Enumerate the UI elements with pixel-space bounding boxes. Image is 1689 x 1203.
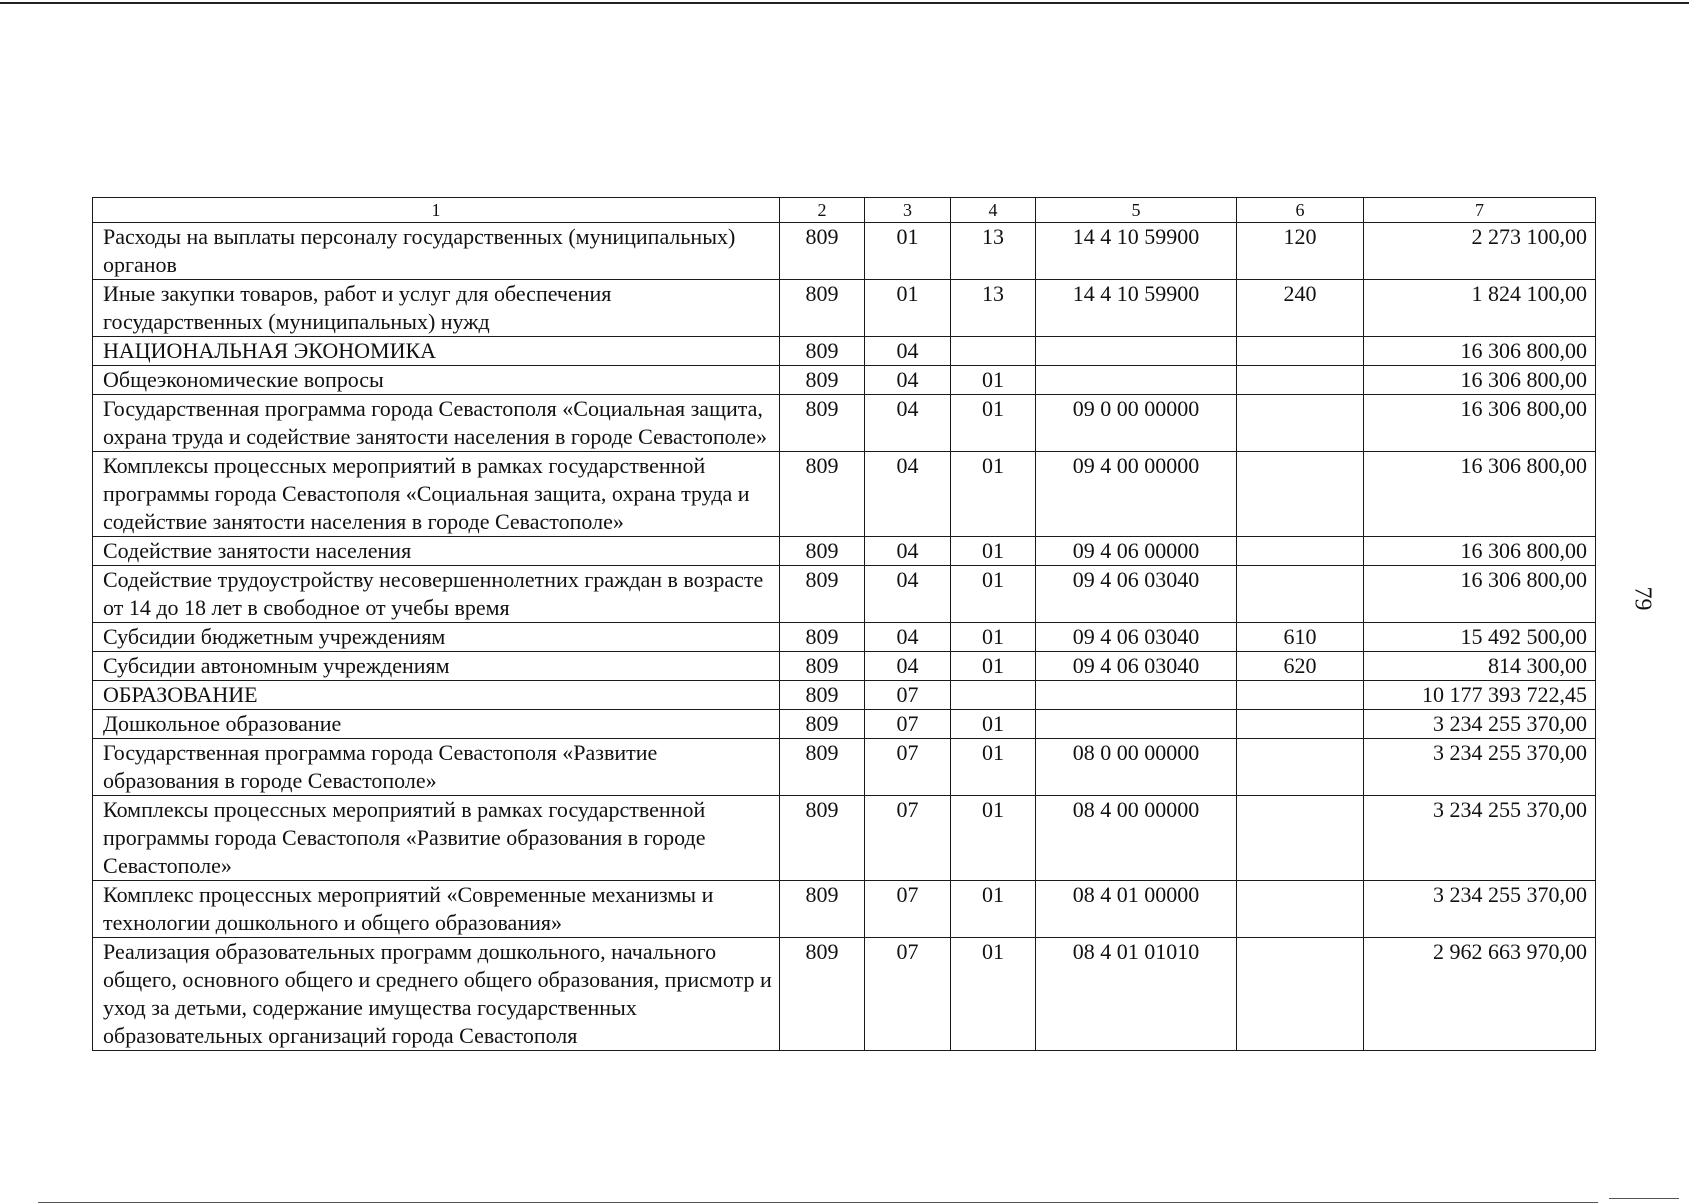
row-name-cell: Общеэкономические вопросы (93, 366, 780, 395)
row-target-article-cell (1036, 337, 1237, 366)
row-subsection-cell: 13 (951, 223, 1036, 280)
row-expense-type-cell: 620 (1237, 652, 1364, 681)
row-name-cell: ОБРАЗОВАНИЕ (93, 681, 780, 710)
row-target-article-cell (1036, 710, 1237, 739)
row-expense-type-cell (1237, 710, 1364, 739)
row-subsection-cell: 01 (951, 739, 1036, 796)
row-ved-cell: 809 (780, 796, 865, 881)
header-cell-5: 5 (1036, 198, 1237, 223)
row-expense-type-cell (1237, 881, 1364, 938)
row-name-cell: Содействие занятости населения (93, 537, 780, 566)
row-target-article-cell: 09 4 06 03040 (1036, 652, 1237, 681)
row-ved-cell: 809 (780, 652, 865, 681)
row-section-cell: 07 (865, 796, 951, 881)
row-ved-cell: 809 (780, 623, 865, 652)
table-row (93, 710, 1596, 739)
table-row (93, 366, 1596, 395)
row-section-cell: 07 (865, 739, 951, 796)
row-ved-cell: 809 (780, 395, 865, 452)
row-section-cell: 04 (865, 337, 951, 366)
row-expense-type-cell (1237, 938, 1364, 1051)
row-name-cell: Комплексы процессных мероприятий в рамках государственной программы города Севастополя «Социальная защита, охрана труда и содействие занятости населения в городе Севастополе» (93, 452, 780, 537)
row-name-cell: НАЦИОНАЛЬНАЯ ЭКОНОМИКА (93, 337, 780, 366)
row-section-cell: 04 (865, 652, 951, 681)
row-expense-type-cell (1237, 796, 1364, 881)
row-expense-type-cell (1237, 452, 1364, 537)
row-expense-type-cell (1237, 739, 1364, 796)
row-subsection-cell: 01 (951, 452, 1036, 537)
row-ved-cell: 809 (780, 881, 865, 938)
row-name-cell: Государственная программа города Севастополя «Развитие образования в городе Севастополе» (93, 739, 780, 796)
row-amount-cell: 3 234 255 370,00 (1364, 796, 1596, 881)
row-ved-cell: 809 (780, 566, 865, 623)
row-subsection-cell: 01 (951, 710, 1036, 739)
row-ved-cell: 809 (780, 337, 865, 366)
row-name-cell: Комплексы процессных мероприятий в рамках государственной программы города Севастополя «Развитие образования в городе Севастополе» (93, 796, 780, 881)
row-subsection-cell: 01 (951, 938, 1036, 1051)
header-cell-6: 6 (1237, 198, 1364, 223)
row-target-article-cell: 09 4 00 00000 (1036, 452, 1237, 537)
row-name-cell: Государственная программа города Севастополя «Социальная защита, охрана труда и содействие занятости населения в городе Севастополе» (93, 395, 780, 452)
row-section-cell: 04 (865, 395, 951, 452)
row-amount-cell: 2 273 100,00 (1364, 223, 1596, 280)
row-amount-cell: 814 300,00 (1364, 652, 1596, 681)
row-target-article-cell: 08 4 01 01010 (1036, 938, 1237, 1051)
row-ved-cell: 809 (780, 681, 865, 710)
table-row (93, 652, 1596, 681)
row-name-cell: Субсидии бюджетным учреждениям (93, 623, 780, 652)
row-ved-cell: 809 (780, 739, 865, 796)
row-expense-type-cell (1237, 566, 1364, 623)
table-header-row (93, 198, 1596, 223)
row-amount-cell: 16 306 800,00 (1364, 537, 1596, 566)
row-amount-cell: 16 306 800,00 (1364, 452, 1596, 537)
row-amount-cell: 3 234 255 370,00 (1364, 739, 1596, 796)
table-row (93, 537, 1596, 566)
table-row (93, 452, 1596, 537)
row-amount-cell: 3 234 255 370,00 (1364, 881, 1596, 938)
row-subsection-cell: 01 (951, 796, 1036, 881)
row-section-cell: 04 (865, 537, 951, 566)
table-row (93, 938, 1596, 1051)
row-target-article-cell: 09 4 06 03040 (1036, 566, 1237, 623)
row-target-article-cell: 08 4 00 00000 (1036, 796, 1237, 881)
row-section-cell: 07 (865, 881, 951, 938)
row-subsection-cell (951, 681, 1036, 710)
table-row (93, 681, 1596, 710)
table-row (93, 739, 1596, 796)
row-target-article-cell (1036, 681, 1237, 710)
row-target-article-cell: 09 0 00 00000 (1036, 395, 1237, 452)
row-subsection-cell: 01 (951, 537, 1036, 566)
header-cell-3: 3 (865, 198, 951, 223)
table-row (93, 623, 1596, 652)
row-name-cell: Субсидии автономным учреждениям (93, 652, 780, 681)
row-ved-cell: 809 (780, 280, 865, 337)
table-row (93, 796, 1596, 881)
scan-edge-bottom-right (1609, 1198, 1679, 1199)
page-number: 79 (1629, 586, 1656, 611)
row-name-cell: Содействие трудоустройству несовершеннолетних граждан в возрасте от 14 до 18 лет в свободное от учебы время (93, 566, 780, 623)
row-subsection-cell: 01 (951, 566, 1036, 623)
row-subsection-cell: 13 (951, 280, 1036, 337)
row-name-cell: Реализация образовательных программ дошкольного, начального общего, основного общего и среднего общего образования, присмотр и уход за детьми, содержание имущества государственных образовательных организаций города Севастополя (93, 938, 780, 1051)
table-row (93, 881, 1596, 938)
row-name-cell: Комплекс процессных мероприятий «Современные механизмы и технологии дошкольного и общего образования» (93, 881, 780, 938)
row-target-article-cell: 09 4 06 00000 (1036, 537, 1237, 566)
row-section-cell: 07 (865, 938, 951, 1051)
header-cell-2: 2 (780, 198, 865, 223)
row-amount-cell: 2 962 663 970,00 (1364, 938, 1596, 1051)
row-name-cell: Расходы на выплаты персоналу государственных (муниципальных) органов (93, 223, 780, 280)
row-name-cell: Дошкольное образование (93, 710, 780, 739)
row-name-cell: Иные закупки товаров, работ и услуг для обеспечения государственных (муниципальных) нужд (93, 280, 780, 337)
row-section-cell: 04 (865, 366, 951, 395)
table-row (93, 337, 1596, 366)
row-expense-type-cell (1237, 395, 1364, 452)
row-target-article-cell: 08 4 01 00000 (1036, 881, 1237, 938)
row-target-article-cell (1036, 366, 1237, 395)
row-expense-type-cell (1237, 337, 1364, 366)
row-target-article-cell: 08 0 00 00000 (1036, 739, 1237, 796)
row-expense-type-cell: 240 (1237, 280, 1364, 337)
row-section-cell: 04 (865, 566, 951, 623)
row-ved-cell: 809 (780, 938, 865, 1051)
row-subsection-cell (951, 337, 1036, 366)
header-cell-1: 1 (93, 198, 780, 223)
row-target-article-cell: 14 4 10 59900 (1036, 223, 1237, 280)
row-amount-cell: 16 306 800,00 (1364, 337, 1596, 366)
row-subsection-cell: 01 (951, 652, 1036, 681)
table-row (93, 395, 1596, 452)
budget-table (92, 197, 1596, 1051)
row-subsection-cell: 01 (951, 623, 1036, 652)
row-amount-cell: 15 492 500,00 (1364, 623, 1596, 652)
row-expense-type-cell (1237, 681, 1364, 710)
row-amount-cell: 16 306 800,00 (1364, 366, 1596, 395)
header-cell-4: 4 (951, 198, 1036, 223)
table-row (93, 223, 1596, 280)
row-section-cell: 01 (865, 223, 951, 280)
row-target-article-cell: 14 4 10 59900 (1036, 280, 1237, 337)
row-ved-cell: 809 (780, 223, 865, 280)
row-amount-cell: 10 177 393 722,45 (1364, 681, 1596, 710)
row-section-cell: 04 (865, 623, 951, 652)
header-cell-7: 7 (1364, 198, 1596, 223)
row-expense-type-cell: 120 (1237, 223, 1364, 280)
row-section-cell: 04 (865, 452, 951, 537)
row-section-cell: 01 (865, 280, 951, 337)
row-subsection-cell: 01 (951, 395, 1036, 452)
row-subsection-cell: 01 (951, 366, 1036, 395)
row-section-cell: 07 (865, 710, 951, 739)
row-amount-cell: 16 306 800,00 (1364, 395, 1596, 452)
scan-edge-top (0, 2, 1689, 4)
row-subsection-cell: 01 (951, 881, 1036, 938)
row-amount-cell: 1 824 100,00 (1364, 280, 1596, 337)
row-amount-cell: 16 306 800,00 (1364, 566, 1596, 623)
row-ved-cell: 809 (780, 452, 865, 537)
row-ved-cell: 809 (780, 710, 865, 739)
table-row (93, 566, 1596, 623)
table-row (93, 280, 1596, 337)
row-ved-cell: 809 (780, 537, 865, 566)
row-section-cell: 07 (865, 681, 951, 710)
row-ved-cell: 809 (780, 366, 865, 395)
row-expense-type-cell: 610 (1237, 623, 1364, 652)
row-target-article-cell: 09 4 06 03040 (1036, 623, 1237, 652)
row-amount-cell: 3 234 255 370,00 (1364, 710, 1596, 739)
row-expense-type-cell (1237, 537, 1364, 566)
row-expense-type-cell (1237, 366, 1364, 395)
